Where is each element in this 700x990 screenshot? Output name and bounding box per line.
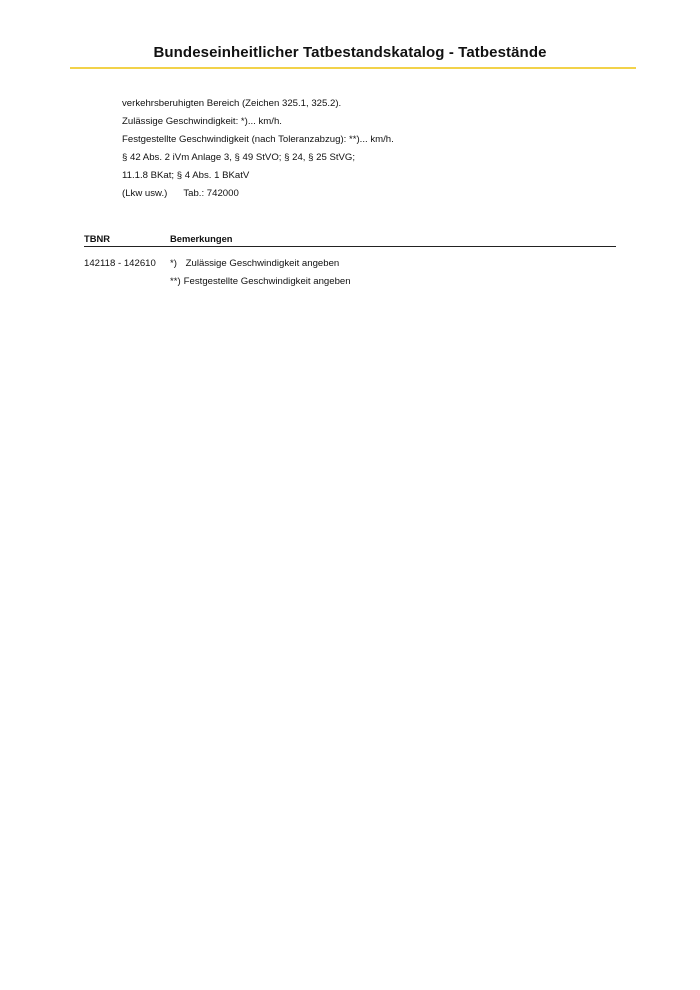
column-header-remarks: Bemerkungen [170,233,233,244]
tab-reference: Tab.: 742000 [183,188,239,199]
description-line: verkehrsberuhigten Bereich (Zeichen 325.1, 325.2). [122,98,342,109]
description-line: Festgestellte Geschwindigkeit (nach Toleranzabzug): **)... km/h. [122,134,394,145]
remark-text: Zulässige Geschwindigkeit angeben [185,258,340,269]
table-header [84,233,616,247]
remark-item [170,255,351,273]
description-line: Zulässige Geschwindigkeit: *)... km/h. [122,116,282,127]
offense-description [122,95,394,203]
tbnr-range: 142118 - 142610 [84,258,156,269]
column-header-tbnr: TBNR [84,233,111,244]
vehicle-type: (Lkw usw.) [122,188,168,199]
legal-reference-line: § 42 Abs. 2 iVm Anlage 3, § 49 StVO; § 24, § 25 StVG; [122,152,356,163]
vehicle-tab-line [122,185,394,203]
catalog-reference-line: 11.1.8 BKat; § 4 Abs. 1 BKatV [122,170,250,181]
remark-marker: *) [170,258,177,269]
remark-item [170,273,351,291]
remarks-list [170,255,351,291]
remark-text: Festgestellte Geschwindigkeit angeben [183,276,351,287]
remark-marker: **) [170,276,181,287]
page-title: Bundeseinheitlicher Tatbestandskatalog - Tatbestände [153,44,547,61]
title-divider [70,67,636,69]
